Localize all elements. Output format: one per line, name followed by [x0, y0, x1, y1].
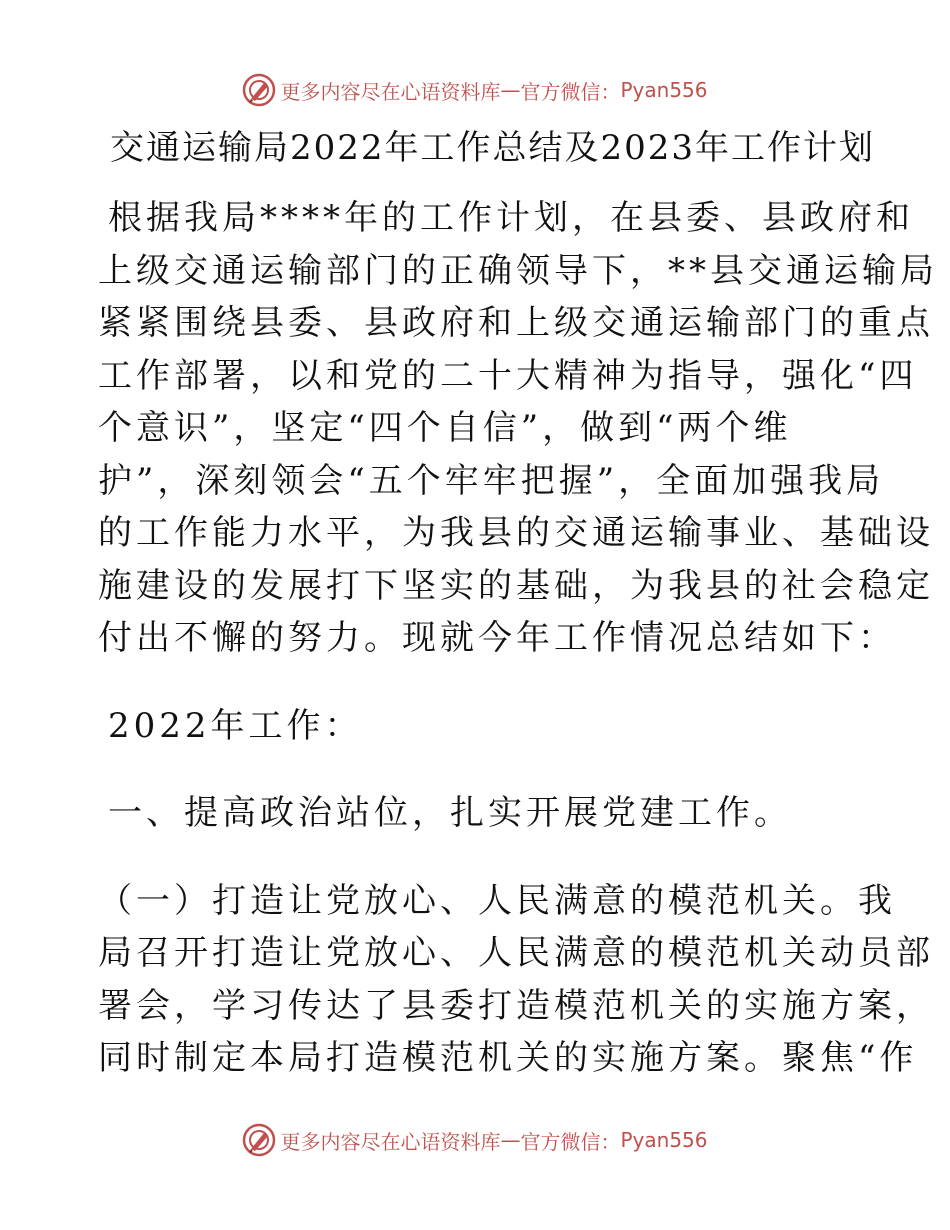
watermark-separator: —: [500, 78, 521, 102]
intro-line: 根据我局****年的工作计划，在县委、县政府和: [108, 198, 914, 238]
intro-line: 护”，深刻领会“五个牢牢把握”，全面加强我局: [98, 460, 885, 501]
intro-line: 个意识”，坚定“四个自信”，做到“两个维: [98, 408, 792, 448]
intro-line: 付出不懈的努力。现就今年工作情况总结如下：: [98, 618, 896, 658]
pen-logo-icon: [242, 1123, 276, 1157]
watermark-brand: 更多内容尽在心语资料库: [280, 79, 501, 104]
document-body: [98, 122, 938, 1085]
watermark-wechat: Pyan556: [620, 78, 708, 102]
paragraph-line: （一）打造让党放心、人民满意的模范机关。我: [98, 880, 896, 921]
watermark-official: 官方微信：: [520, 79, 621, 104]
paragraph-line: 署会，学习传达了县委打造模范机关的实施方案，: [98, 985, 934, 1026]
intro-line: 上级交通运输部门的正确领导下，**县交通运输局: [98, 250, 938, 291]
watermark-wechat: Pyan556: [620, 1128, 708, 1152]
watermark-banner-top: [0, 70, 950, 110]
watermark-official: 官方微信：: [520, 1129, 621, 1154]
watermark-brand: 更多内容尽在心语资料库: [280, 1129, 501, 1154]
paragraph-line: 局召开打造让党放心、人民满意的模范机关动员部: [98, 933, 934, 973]
paragraph-line: 同时制定本局打造模范机关的实施方案。聚焦“作: [98, 1038, 918, 1078]
document-title: 交通运输局2022年工作总结及2023年工作计划: [110, 128, 876, 168]
pen-logo-icon: [242, 73, 276, 107]
intro-line: 施建设的发展打下坚实的基础，为我县的社会稳定: [98, 565, 934, 606]
section-heading-1: 一、提高政治站位，扎实开展党建工作。: [108, 793, 792, 833]
watermark-separator: —: [500, 1128, 521, 1152]
intro-line: 工作部署，以和党的二十大精神为指导，强化“四: [98, 355, 918, 396]
intro-line: 紧紧围绕县委、县政府和上级交通运输部门的重点: [98, 303, 934, 343]
intro-line: 的工作能力水平，为我县的交通运输事业、基础设: [98, 513, 934, 553]
section-year-heading: 2022年工作：: [108, 705, 363, 746]
watermark-banner-bottom: [0, 1120, 950, 1160]
